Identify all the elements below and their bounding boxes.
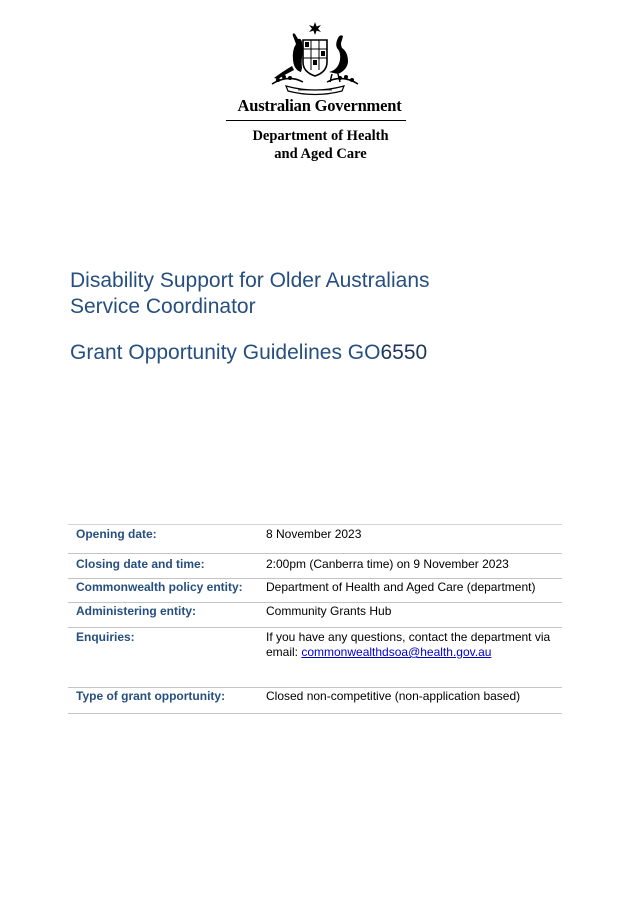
table-row xyxy=(68,603,562,628)
enquiries-value xyxy=(266,628,562,688)
table-row xyxy=(68,628,562,688)
document-subtitle xyxy=(70,340,427,366)
table-row xyxy=(68,579,562,603)
department-line-1: Department of Health xyxy=(252,128,389,144)
title-line-1: Disability Support for Older Australians xyxy=(70,269,430,292)
details-table xyxy=(68,524,562,714)
subtitle-prefix: Grant Opportunity Guidelines GO xyxy=(70,341,381,364)
star-icon xyxy=(309,22,321,35)
policy-entity-label: Commonwealth policy entity: xyxy=(68,579,266,603)
enquiries-label: Enquiries: xyxy=(68,628,266,688)
opening-date-label: Opening date: xyxy=(68,525,266,554)
opening-date-value: 8 November 2023 xyxy=(266,525,562,554)
closing-date-value: 2:00pm (Canberra time) on 9 November 2023 xyxy=(266,554,562,579)
government-name: Australian Government xyxy=(237,96,402,115)
grant-opportunity-number: 6550 xyxy=(380,341,428,364)
table-row xyxy=(68,554,562,579)
table-row xyxy=(68,525,562,554)
enquiries-text: If you have any questions, contact the department via xyxy=(266,630,551,644)
title-line-2: Service Coordinator xyxy=(70,295,256,318)
coat-of-arms-logo xyxy=(268,22,362,96)
header-divider xyxy=(226,120,406,121)
grant-type-label: Type of grant opportunity: xyxy=(68,688,266,714)
department-line-2: and Aged Care xyxy=(274,146,367,162)
closing-date-label: Closing date and time: xyxy=(68,554,266,579)
administering-entity-label: Administering entity: xyxy=(68,603,266,628)
emu-icon xyxy=(329,35,348,74)
enquiries-email-link[interactable]: commonwealthdsoa@health.gov.au xyxy=(301,645,492,659)
department-name xyxy=(0,127,635,163)
enquiries-email-prefix: email: xyxy=(266,645,302,659)
document-title xyxy=(70,268,430,320)
kangaroo-icon xyxy=(274,33,303,79)
grant-type-value: Closed non-competitive (non-application based) xyxy=(266,688,562,714)
administering-entity-value: Community Grants Hub xyxy=(266,603,562,628)
table-row xyxy=(68,688,562,714)
policy-entity-value: Department of Health and Aged Care (department) xyxy=(266,579,562,603)
